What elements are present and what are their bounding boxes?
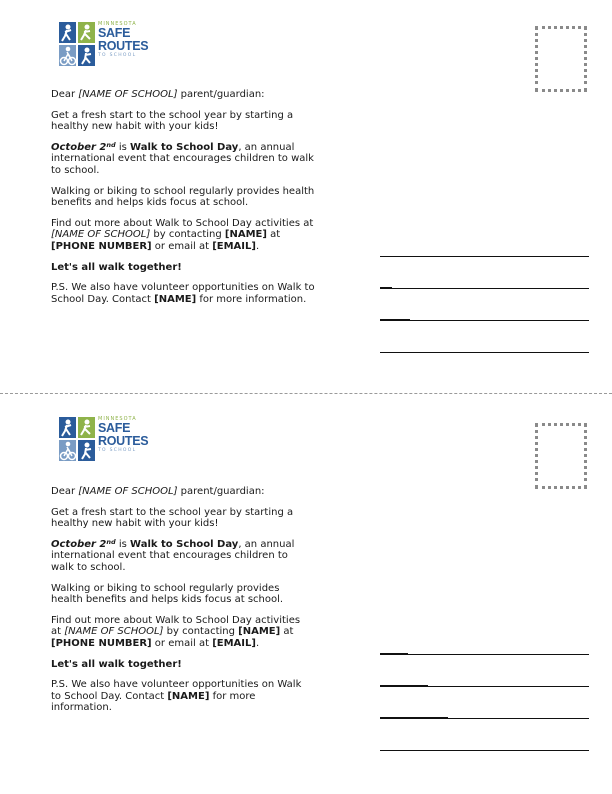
logo-sub: TO SCHOOL [98,448,137,453]
event-name: Walk to School Day [130,538,239,550]
stamp-box [535,423,587,489]
school-placeholder: [NAME OF SCHOOL] [78,486,178,497]
address-line-stub [380,653,408,655]
benefits-paragraph: Walking or biking to school regularly provides health benefits and helps kids focus at school. [51,582,284,606]
safe-routes-logo [58,21,150,67]
logo-line-1: SAFE [98,421,131,435]
stamp-box [535,26,587,92]
address-line-stub [380,717,448,719]
intro-paragraph: Get a fresh start to the school year by starting a healthy new habit with your kids! [51,506,294,530]
slogan: Let's all walk together! [51,658,182,670]
ps-paragraph: P.S. We also have volunteer opportunities on Walk to School Day. Contact [NAME] for more information. [51,679,302,714]
logo-line-2: ROUTES [98,38,149,53]
salutation: Dear [NAME OF SCHOOL] parent/guardian: [51,486,265,497]
address-line [380,654,589,655]
safe-routes-logo [58,416,150,462]
address-line [380,288,589,289]
address-line [380,352,589,353]
event-name: Walk to School Day [130,141,239,153]
logo-sub: TO SCHOOL [98,53,137,58]
logo-line-1: SAFE [98,26,131,40]
intro-paragraph: Get a fresh start to the school year by starting a healthy new habit with your kids! [51,109,294,133]
findout-paragraph: Find out more about Walk to School Day activities at [NAME OF SCHOOL] by contacting [NAME] at [PHONE NUMBER] or email at [EMAIL]. [51,217,314,252]
cut-line [0,393,612,394]
postcard-top [0,0,612,396]
address-line-stub [380,287,392,289]
walker-biker-icon [58,416,96,462]
school-placeholder: [NAME OF SCHOOL] [78,89,178,100]
slogan: Let's all walk together! [51,261,182,273]
logo-text [98,416,148,455]
address-line-stub [380,319,410,321]
address-line [380,320,589,321]
salutation: Dear [NAME OF SCHOOL] parent/guardian: [51,89,265,100]
postcard-message [51,486,313,723]
ps-paragraph: P.S. We also have volunteer opportunities on Walk to School Day. Contact [NAME] for more information. [51,282,315,305]
logo-line-2: ROUTES [98,433,149,448]
postcard-message [51,89,323,314]
logo-text [98,21,148,60]
findout-paragraph: Find out more about Walk to School Day activities at [NAME OF SCHOOL] by contacting [NAME] at [PHONE NUMBER] or email at [EMAIL]. [51,614,301,649]
postcard-bottom [0,398,612,794]
logo-state: MINNESOTA [98,21,137,27]
address-line [380,256,589,257]
logo-state: MINNESOTA [98,416,137,422]
event-paragraph: October 2nd is Walk to School Day, an annual international event that encourages children to walk to school. [51,140,314,176]
address-line-stub [380,685,428,687]
walker-biker-icon [58,21,96,67]
event-paragraph: October 2nd is Walk to School Day, an annual international event that encourages children to walk to school. [51,537,295,573]
address-line [380,750,589,751]
benefits-paragraph: Walking or biking to school regularly provides health benefits and helps kids focus at school. [51,185,315,209]
